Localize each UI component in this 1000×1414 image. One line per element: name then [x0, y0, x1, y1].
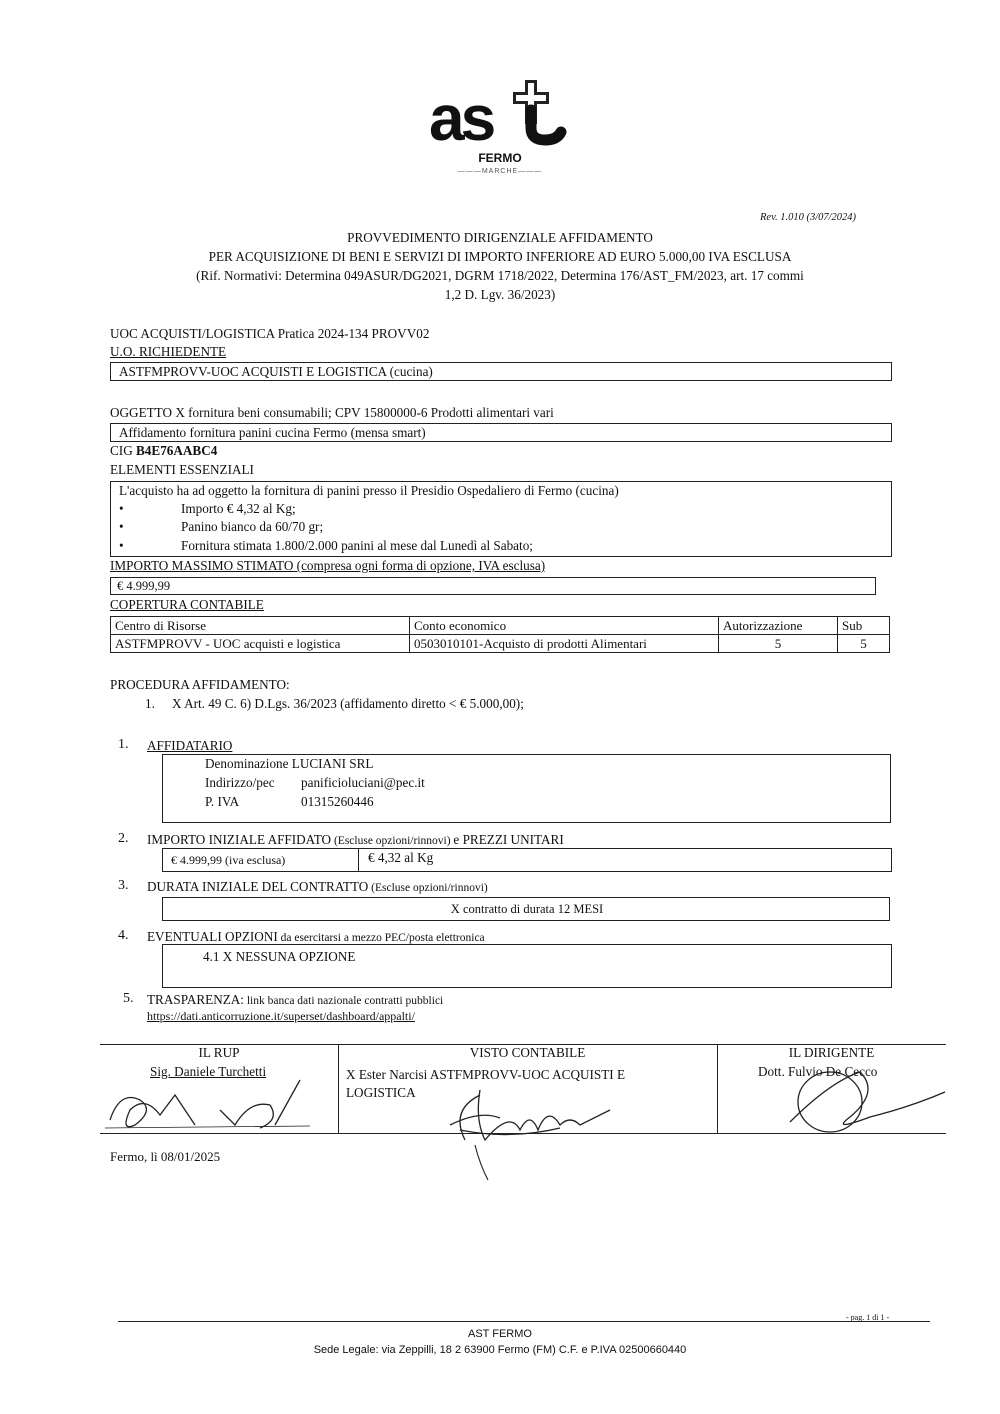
copertura-label: COPERTURA CONTABILE — [110, 597, 264, 612]
affidatario-piva-label: P. IVA — [205, 794, 240, 809]
section-3-label: DURATA INIZIALE DEL CONTRATTO (Escluse opzioni/rinnovi) — [147, 879, 488, 894]
importo-box — [162, 848, 892, 872]
section-4-num: 4. — [118, 928, 129, 943]
affidatario-pec: panificioluciani@pec.it — [301, 775, 425, 790]
table-cell: 5 — [838, 635, 890, 653]
table-header-row — [111, 617, 890, 635]
section-2-num: 2. — [118, 831, 129, 846]
header-line-1: PROVVEDIMENTO DIRIGENZIALE AFFIDAMENTO — [347, 230, 653, 245]
section-1-num: 1. — [118, 737, 129, 752]
logo-city: FERMO — [478, 151, 522, 165]
section-2-label: IMPORTO INIZIALE AFFIDATO (Escluse opzioni/rinnovi) e PREZZI UNITARI — [147, 832, 564, 847]
footer-org: AST FERMO — [468, 1328, 532, 1340]
table-row — [111, 635, 890, 653]
uoc-pratica: UOC ACQUISTI/LOGISTICA Pratica 2024-134 PROVV02 — [110, 326, 430, 341]
copertura-table — [110, 616, 890, 653]
footer-address: Sede Legale: via Zeppilli, 18 2 63900 Fermo (FM) C.F. e P.IVA 02500660440 — [313, 1344, 687, 1356]
bullet-icon: • — [119, 519, 124, 534]
logo-region: ———MARCHE——— — [457, 168, 543, 175]
procedura-label: PROCEDURA AFFIDAMENTO: — [110, 677, 290, 692]
oggetto-box — [110, 423, 892, 442]
header-line-3: (Rif. Normativi: Determina 049ASUR/DG2021, DGRM 1718/2022, Determina 176/AST_FM/2023, art. 17 commi — [196, 268, 804, 283]
uo-richiedente-label: U.O. RICHIEDENTE — [110, 344, 227, 359]
page-number: - pag. 1 di 1 - — [846, 1313, 890, 1322]
elementi-bullet: Panino bianco da 60/70 gr; — [181, 519, 324, 534]
importo-massimo-label: IMPORTO MASSIMO STIMATO (compresa ogni forma di opzione, IVA esclusa) — [110, 558, 546, 573]
table-cell: 5 — [719, 635, 838, 653]
rup-title: IL RUP — [198, 1045, 240, 1060]
table-header-cell: Autorizzazione — [719, 617, 838, 635]
oggetto-label: OGGETTO X fornitura beni consumabili; CPV 15800000-6 Prodotti alimentari vari — [110, 405, 554, 420]
prezzo-unitario: € 4,32 al Kg — [368, 850, 434, 865]
affidatario-piva: 01315260446 — [301, 794, 374, 809]
bullet-icon: • — [119, 501, 124, 516]
rup-name: Sig. Daniele Turchetti — [150, 1064, 267, 1079]
table-cell: 0503010101-Acquisto di prodotti Alimentari — [410, 635, 719, 653]
affidatario-denominazione: Denominazione LUCIANI SRL — [205, 756, 374, 771]
importo-massimo-value: € 4.999,99 — [117, 579, 171, 593]
dirigente-title: IL DIRIGENTE — [788, 1045, 875, 1060]
header-line-2: PER ACQUISIZIONE DI BENI E SERVIZI DI IMPORTO INFERIORE AD EURO 5.000,00 IVA ESCLUSA — [208, 249, 792, 264]
elementi-label: ELEMENTI ESSENZIALI — [110, 462, 254, 477]
importo-iniziale: € 4.999,99 (iva esclusa) — [171, 853, 286, 867]
importo-massimo-box — [110, 577, 876, 595]
section-5-label: TRASPARENZA: link banca dati nazionale contratti pubblici — [147, 992, 444, 1007]
rup-signature-icon — [100, 1070, 320, 1140]
opzioni-value: 4.1 X NESSUNA OPZIONE — [203, 949, 356, 964]
elementi-bullet: Importo € 4,32 al Kg; — [181, 501, 296, 516]
divider — [358, 849, 359, 871]
elementi-bullet: Fornitura stimata 1.800/2.000 panini al mese dal Lunedì al Sabato; — [181, 538, 533, 553]
bullet-icon: • — [119, 538, 124, 553]
visto-signature-icon — [420, 1070, 620, 1185]
cig — [110, 443, 217, 458]
footer-divider — [118, 1321, 930, 1322]
elementi-intro: L'acquisto ha ad oggetto la fornitura di panini presso il Presidio Ospedaliero di Fermo (cucina) — [119, 483, 619, 498]
visto-title: VISTO CONTABILE — [469, 1045, 586, 1060]
section-3-num: 3. — [118, 878, 129, 893]
durata-box — [162, 897, 890, 921]
cig-label: CIG — [110, 443, 137, 458]
visto-line-2: LOGISTICA — [346, 1085, 416, 1100]
section-1-label: AFFIDATARIO — [147, 738, 233, 753]
section-5-num: 5. — [123, 991, 134, 1006]
svg-text:as: as — [429, 82, 493, 154]
table-header-cell: Sub — [838, 617, 890, 635]
revision-label: Rev. 1.010 (3/07/2024) — [760, 212, 857, 223]
dirigente-name: Dott. Fulvio De Cecco — [758, 1064, 878, 1079]
durata-value: X contratto di durata 12 MESI — [450, 902, 604, 916]
trasparenza-link[interactable]: https://dati.anticorruzione.it/superset/dashboard/appalti/ — [147, 1009, 415, 1023]
place-date: Fermo, lì 08/01/2025 — [110, 1149, 221, 1164]
procedura-num: 1. — [145, 696, 155, 711]
dirigente-signature-icon — [770, 1062, 950, 1137]
affidatario-pec-label: Indirizzo/pec — [205, 775, 275, 790]
opzioni-box — [162, 944, 892, 988]
procedura-item: X Art. 49 C. 6) D.Lgs. 36/2023 (affidamento diretto < € 5.000,00); — [172, 696, 524, 711]
section-4-label: EVENTUALI OPZIONI da esercitarsi a mezzo PEC/posta elettronica — [147, 929, 485, 944]
header-line-4: 1,2 D. Lgv. 36/2023) — [444, 287, 556, 302]
uo-richiedente-value: ASTFMPROVV-UOC ACQUISTI E LOGISTICA (cucina) — [119, 364, 433, 379]
elementi-box — [110, 481, 892, 557]
table-header-cell: Conto economico — [410, 617, 719, 635]
affidatario-box — [162, 754, 891, 823]
visto-line-1: X Ester Narcisi ASTFMPROVV-UOC ACQUISTI E — [346, 1067, 626, 1082]
oggetto-value: Affidamento fornitura panini cucina Fermo (mensa smart) — [119, 425, 426, 440]
table-header-cell: Centro di Risorse — [111, 617, 410, 635]
table-cell: ASTFMPROVV - UOC acquisti e logistica — [111, 635, 410, 653]
cig-value: B4E76AABC4 — [136, 443, 218, 458]
uo-richiedente-box — [110, 362, 892, 381]
